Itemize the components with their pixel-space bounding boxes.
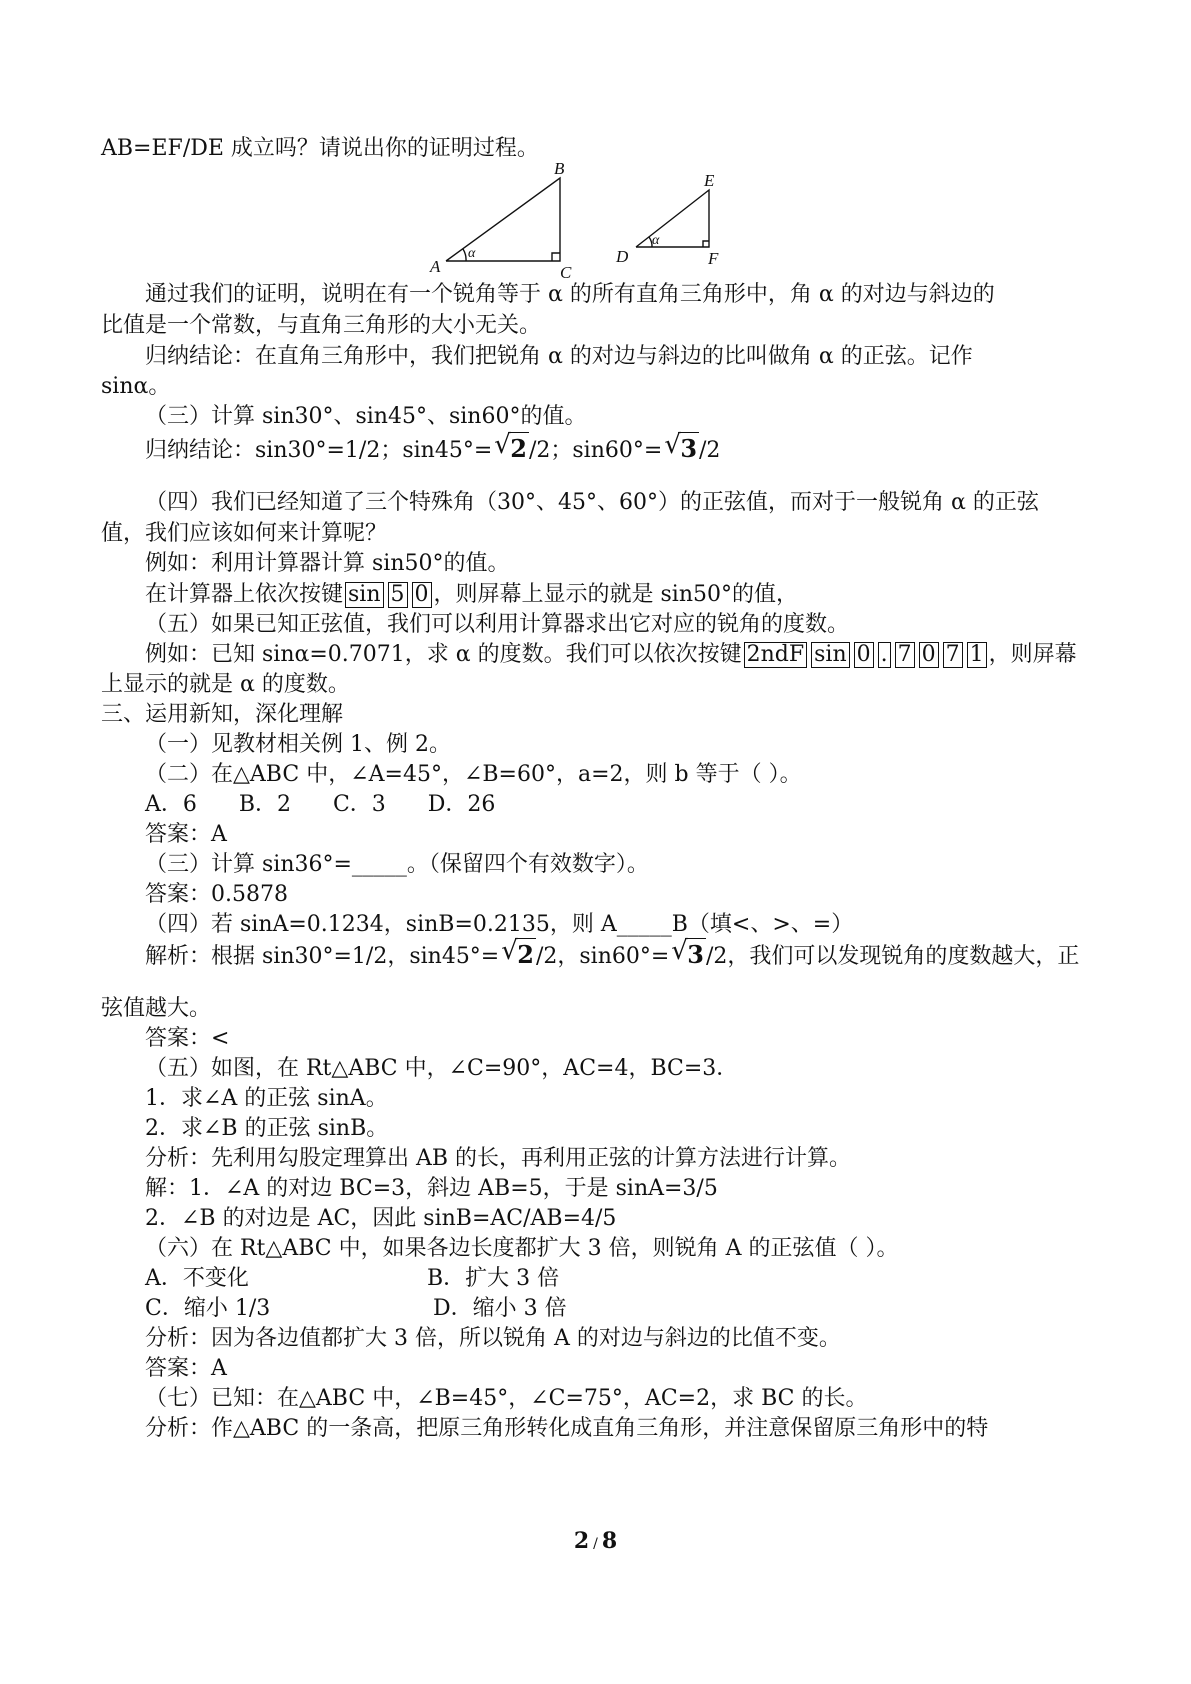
exercise-5-solution-2: 2．∠B 的对边是 AC，因此 sinB=AC/AB=4/5 — [145, 1206, 617, 1231]
exercise-6-option-b: B．扩大 3 倍 — [427, 1266, 560, 1291]
inverse-result-line-2: 上显示的就是 α 的度数。 — [101, 672, 350, 697]
exercise-1: （一）见教材相关例 1、例 2。 — [145, 732, 451, 757]
inverse-result-text: ，则屏幕 — [988, 642, 1077, 667]
triangle-def-outline — [636, 190, 709, 247]
label-d: D — [616, 247, 629, 266]
exercise-5-part-2: 2．求∠B 的正弦 sinB。 — [145, 1116, 389, 1141]
triangle-def — [636, 190, 709, 247]
exercise-6-option-a: A．不变化 — [145, 1266, 249, 1291]
exercise-4-question: （四）若 sinA=0.1234，sinB=0.2135，则 A_____B（填<、>、=） — [145, 912, 854, 937]
label-c: C — [560, 263, 572, 282]
key-0-b: 0 — [919, 642, 939, 668]
conclusion-definition-line-2: sinα。 — [101, 374, 171, 399]
label-alpha-2: α — [652, 233, 660, 248]
exercise-5-question: （五）如图，在 Rt△ABC 中，∠C=90°，AC=4，BC=3． — [145, 1056, 739, 1081]
exercise-5-analysis: 分析：先利用勾股定理算出 AB 的长，再利用正弦的计算方法进行计算。 — [145, 1146, 852, 1171]
exercise-3-question: （三）计算 sin36°=_____。（保留四个有效数字）。 — [145, 852, 649, 877]
section-four-line-1: （四）我们已经知道了三个特殊角（30°、45°、60°）的正弦值，而对于一般锐角 α 的正弦 — [145, 490, 1039, 515]
triangle-def-right-angle-mark — [703, 241, 709, 247]
conclusion-definition-line-1: 归纳结论：在直角三角形中，我们把锐角 α 的对边与斜边的比叫做角 α 的正弦。记作 — [145, 344, 973, 369]
page-current: 2 — [573, 1528, 590, 1554]
similar-right-triangles-figure — [420, 158, 750, 283]
special-values-text-2: /2；sin60°= — [528, 438, 663, 463]
triangle-abc-angle-arc — [463, 249, 466, 261]
key-sin-2: sin — [811, 642, 850, 668]
analysis-text-2: /2，sin60°= — [535, 944, 670, 969]
example-sin50: 例如：利用计算器计算 sin50°的值。 — [145, 551, 510, 576]
label-a: A — [430, 257, 441, 276]
exercise-2-answer: 答案：A — [145, 822, 227, 847]
calculator-keys-sin50-line — [145, 580, 798, 610]
paragraph-proof-line-2: 比值是一个常数，与直角三角形的大小无关。 — [101, 313, 542, 338]
page-separator: / — [593, 1536, 598, 1552]
label-f: F — [708, 249, 719, 268]
key-7-a: 7 — [895, 642, 915, 668]
key-1: 1 — [967, 642, 987, 668]
label-b: B — [554, 159, 565, 178]
sqrt-two: √ 2 — [494, 430, 527, 463]
section-five-heading: （五）如果已知正弦值，我们可以利用计算器求出它对应的锐角的度数。 — [145, 612, 850, 637]
exercise-7-question: （七）已知：在△ABC 中，∠B=45°，∠C=75°，AC=2，求 BC 的长。 — [145, 1386, 868, 1411]
conclusion-special-values — [145, 430, 721, 466]
key-dot: . — [878, 642, 891, 668]
key-7-b: 7 — [943, 642, 963, 668]
exercise-6-option-c: C．缩小 1/3 — [145, 1296, 271, 1321]
exercise-7-analysis: 分析：作△ABC 的一条高，把原三角形转化成直角三角形，并注意保留原三角形中的特 — [145, 1416, 989, 1441]
exercise-6-option-d: D．缩小 3 倍 — [433, 1296, 567, 1321]
line-question-ab-ef-de: AB=EF/DE 成立吗？请说出你的证明过程。 — [101, 136, 539, 161]
page-number — [0, 1528, 1191, 1554]
section-three-heading: （三）计算 sin30°、sin45°、sin60°的值。 — [145, 404, 587, 429]
exercise-5-part-1: 1．求∠A 的正弦 sinA。 — [145, 1086, 388, 1111]
key-2ndf: 2ndF — [744, 642, 808, 668]
keys-intro-text: 在计算器上依次按键 — [145, 582, 344, 607]
exercise-6-answer: 答案：A — [145, 1356, 227, 1381]
calculator-keys-inverse-line — [145, 640, 1077, 670]
exercise-4-answer: 答案：< — [145, 1026, 230, 1051]
key-0-a: 0 — [854, 642, 874, 668]
special-values-text-1: 归纳结论：sin30°=1/2；sin45°= — [145, 438, 493, 463]
label-alpha-1: α — [468, 246, 476, 261]
triangle-abc-right-angle-mark — [552, 253, 560, 261]
exercise-4-analysis-line-2: 弦值越大。 — [101, 996, 212, 1021]
page-total: 8 — [601, 1528, 618, 1554]
exercise-2-question: （二）在△ABC 中，∠A=45°，∠B=60°，a=2，则 b 等于（ ）。 — [145, 762, 802, 787]
key-sin: sin — [345, 582, 384, 608]
sqrt-two-analysis: √ 2 — [501, 936, 534, 969]
sqrt-three: √ 3 — [664, 430, 698, 463]
exercise-3-answer: 答案：0.5878 — [145, 882, 288, 907]
special-values-text-3: /2 — [699, 438, 721, 463]
key-0: 0 — [412, 582, 432, 608]
triangle-abc — [446, 178, 560, 261]
label-e: E — [704, 171, 715, 190]
exercise-6-analysis: 分析：因为各边值都扩大 3 倍，所以锐角 A 的对边与斜边的比值不变。 — [145, 1326, 841, 1351]
part-three-heading: 三、运用新知，深化理解 — [101, 702, 344, 727]
analysis-text-3: /2，我们可以发现锐角的度数越大，正 — [706, 944, 1080, 969]
sqrt-three-analysis: √ 3 — [671, 936, 704, 969]
exercise-4-analysis — [145, 936, 1080, 972]
triangle-abc-outline — [446, 178, 560, 261]
section-four-line-2: 值，我们应该如何来计算呢？ — [101, 521, 388, 546]
exercise-5-solution-1: 解：1．∠A 的对边 BC=3，斜边 AB=5，于是 sinA=3/5 — [145, 1176, 718, 1201]
inverse-intro-text: 例如：已知 sinα=0.7071，求 α 的度数。我们可以依次按键 — [145, 642, 742, 667]
exercise-2-options: A．6 B．2 C．3 D．26 — [145, 792, 496, 817]
analysis-text-1: 解析：根据 sin30°=1/2，sin45°= — [145, 944, 500, 969]
keys-result-text: ，则屏幕上显示的就是 sin50°的值， — [433, 582, 798, 607]
exercise-6-question: （六）在 Rt△ABC 中，如果各边长度都扩大 3 倍，则锐角 A 的正弦值（ ）。 — [145, 1236, 899, 1261]
key-5: 5 — [388, 582, 408, 608]
paragraph-proof-line-1: 通过我们的证明，说明在有一个锐角等于 α 的所有直角三角形中，角 α 的对边与斜边的 — [145, 282, 995, 307]
